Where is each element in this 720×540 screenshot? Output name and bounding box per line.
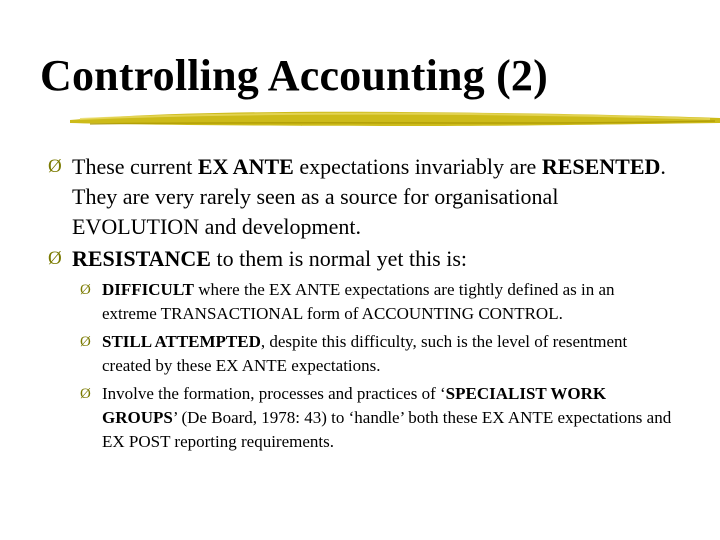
- subbullet-specialist-work-groups: [80, 382, 698, 454]
- subbullet-difficult: [80, 278, 698, 326]
- title-underline-brushstroke: [70, 104, 720, 134]
- arrow-bullet-icon: Ø: [48, 248, 62, 269]
- slide-title: Controlling Accounting (2): [40, 51, 548, 100]
- arrow-bullet-icon: Ø: [80, 386, 91, 402]
- arrow-bullet-icon: Ø: [80, 282, 91, 298]
- arrow-bullet-icon: Ø: [48, 156, 62, 177]
- arrow-bullet-icon: Ø: [80, 334, 91, 350]
- subbullet-text: STILL ATTEMPTED, despite this difficulty, such is the level of resentment created by these EX ANTE expectations.: [102, 332, 628, 375]
- bullet-list: [48, 152, 698, 454]
- bullet-text: These current EX ANTE expectations invariably are RESENTED. They are very rarely seen as a source for organisational EVOLUTION and development.: [72, 154, 666, 239]
- bullet-resistance: [48, 244, 698, 274]
- bullet-ex-ante-expectations: [48, 152, 698, 242]
- subbullet-still-attempted: [80, 330, 698, 378]
- subbullet-text: DIFFICULT where the EX ANTE expectations are tightly defined as in an extreme TRANSACTIONAL form of ACCOUNTING CONTROL.: [102, 280, 615, 323]
- bullet-text: RESISTANCE to them is normal yet this is:: [72, 246, 468, 271]
- subbullet-text: Involve the formation, processes and practices of ‘SPECIALIST WORK GROUPS’ (De Board, 1978: 43) to ‘handle’ both these EX ANTE expectations and EX POST reporting requirements.: [102, 384, 672, 451]
